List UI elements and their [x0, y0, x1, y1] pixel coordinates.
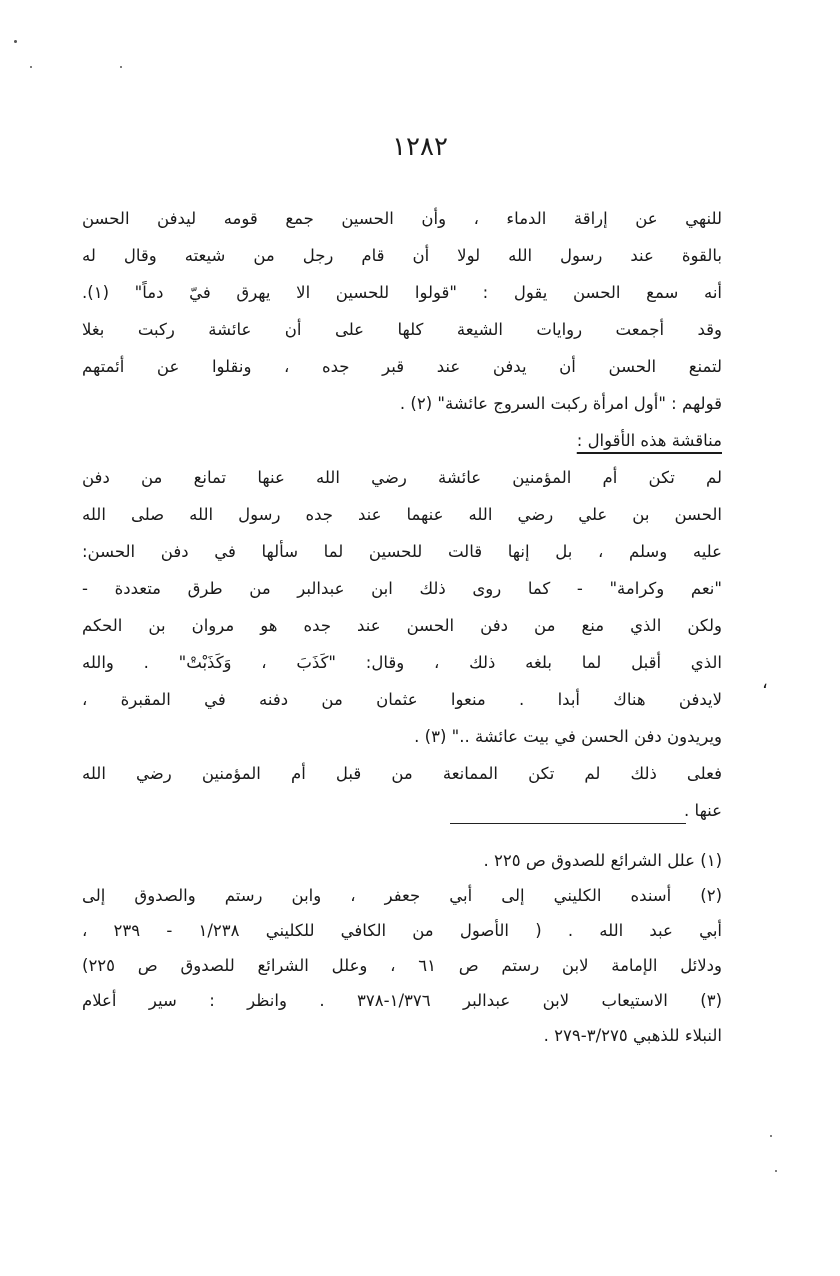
footnotes: [82, 843, 722, 1053]
footnote-line: (١) علل الشرائع للصدوق ص ٢٢٥ .: [483, 851, 722, 870]
section-heading: [82, 422, 722, 459]
text-line: وقد أجمعت روايات الشيعة كلها على أن عائشة ركبت بغلا: [82, 320, 722, 339]
text-line: لتمنع الحسن أن يدفن عند قبر جده ، ونقلوا عن أئمتهم: [82, 357, 722, 376]
section-heading-text: مناقشة هذه الأقوال :: [576, 431, 722, 450]
footnote-line: النبلاء للذهبي ٣/٢٧٥-٢٧٩ .: [543, 1026, 722, 1045]
text-line: لايدفن هناك أبدا . منعوا عثمان من دفنه في المقبرة ،: [82, 690, 722, 709]
scan-speck: [30, 66, 32, 68]
text-line: ويريدون دفن الحسن في بيت عائشة .." (٣) .: [414, 727, 722, 746]
text-line: الحسن بن علي رضي الله عنهما عند جده رسول الله صلى الله: [82, 505, 722, 524]
scan-speck: [775, 1170, 777, 1172]
scan-speck: [120, 66, 122, 68]
text-line: قولهم : "أول امرأة ركبت السروج عائشة" (٢) .: [399, 394, 722, 413]
footnote-separator: [450, 823, 686, 824]
text-line: عليه وسلم ، بل إنها قالت للحسين لما سألها في دفن الحسن:: [82, 542, 722, 561]
text-line: بالقوة عند رسول الله لولا أن قام رجل من شيعته وقال له: [82, 246, 722, 265]
text-line: للنهي عن إراقة الدماء ، وأن الحسين جمع قومه ليدفن الحسن: [82, 209, 722, 228]
scan-speck: [770, 1135, 772, 1137]
page-number: ١٢٨٢: [392, 132, 448, 162]
text-line: ولكن الذي منع من دفن الحسن عند جده هو مروان بن الحكم: [82, 616, 722, 635]
text-line: الذي أقبل لما بلغه ذلك ، وقال: "كَذَبَ ، وَكَذَبْتْ" . والله: [82, 653, 722, 672]
footnote-line: (٢) أسنده الكليني إلى أبي جعفر ، وابن رستم والصدوق إلى: [82, 886, 722, 905]
text-line: لم تكن أم المؤمنين عائشة رضي الله عنها تمانع من دفن: [82, 468, 722, 487]
footnote-line: (٣) الاستيعاب لابن عبدالبر ١/٣٧٦-٣٧٨ . وانظر : سير أعلام: [82, 991, 722, 1010]
text-line: أنه سمع الحسن يقول : "قولوا للحسين الا يهرق فيّ دماً" (١).: [82, 283, 722, 302]
main-text: [82, 200, 722, 829]
text-line: فعلى ذلك لم تكن الممانعة من قبل أم المؤمنين رضي الله: [82, 764, 722, 783]
margin-mark: ،: [762, 672, 768, 693]
text-line: "نعم وكرامة" - كما روى ذلك ابن عبدالبر من طرق متعددة -: [82, 579, 722, 598]
footnote-line: أبي عبد الله . ( الأصول من الكافي للكليني ١/٢٣٨ - ٢٣٩ ،: [82, 921, 722, 940]
text-line: عنها .: [684, 801, 722, 820]
scan-speck: [14, 40, 17, 43]
footnote-line: ودلائل الإمامة لابن رستم ص ٦١ ، وعلل الشرائع للصدوق ص ٢٢٥): [82, 956, 722, 975]
